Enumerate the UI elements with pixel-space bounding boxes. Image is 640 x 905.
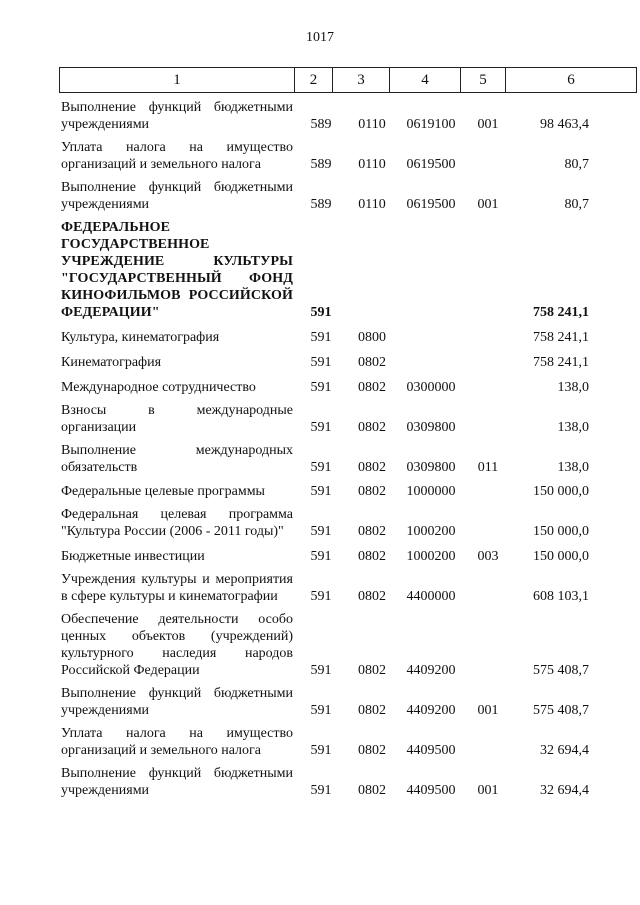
row-name: Выполнение международных обязательств [61, 443, 293, 475]
row-name: Взносы в международные организации [61, 403, 293, 435]
row-name: Международное сотрудничество [61, 380, 256, 395]
row-code-4: 0619500 [406, 197, 456, 212]
row-code-2: 589 [310, 157, 332, 172]
row-amount: 575 408,7 [533, 663, 589, 678]
row-name: Кинематография [61, 355, 162, 370]
row-name: Культура, кинематография [61, 330, 220, 345]
row-amount: 32 694,4 [540, 743, 589, 758]
row-code-2: 591 [310, 420, 332, 435]
row-code-2: 589 [310, 197, 332, 212]
row-code-2: 591 [310, 589, 332, 604]
row-code-4: 1000200 [406, 549, 456, 564]
row-name: Выполнение функций бюджетными учреждениями [61, 686, 293, 718]
row-name: Выполнение функций бюджетными учреждениями [61, 766, 293, 798]
row-amount: 150 000,0 [533, 549, 589, 564]
row-code-3: 0110 [358, 197, 386, 212]
row-name: Выполнение функций бюджетными учреждениями [61, 100, 293, 132]
row-code-3: 0802 [358, 460, 386, 475]
row-code-2: 591 [310, 703, 332, 718]
row-name: ФЕДЕРАЛЬНОЕ ГОСУДАРСТВЕННОЕ УЧРЕЖДЕНИЕ КУЛЬТУРЫ "ГОСУДАРСТВЕННЫЙ ФОНД КИНОФИЛЬМОВ РОССИЙСКОЙ ФЕДЕРАЦИИ" [61, 220, 293, 320]
row-amount: 758 241,1 [533, 355, 589, 370]
row-code-3: 0802 [358, 663, 386, 678]
row-amount: 80,7 [564, 197, 589, 212]
row-amount: 138,0 [557, 460, 589, 475]
row-code-5: 001 [477, 703, 499, 718]
row-amount: 80,7 [564, 157, 589, 172]
table-row [59, 571, 589, 605]
row-name: Уплата налога на имущество организаций и земельного налога [61, 140, 293, 172]
row-code-4: 0309800 [406, 460, 456, 475]
row-amount: 98 463,4 [540, 117, 589, 132]
row-code-2: 591 [310, 549, 332, 564]
header-col-4: 4 [390, 68, 461, 93]
row-code-5: 001 [477, 117, 499, 132]
row-amount: 758 241,1 [533, 330, 589, 345]
table-row [59, 402, 589, 436]
row-code-5: 001 [477, 783, 499, 798]
row-code-4: 0619500 [406, 157, 456, 172]
table-row [59, 725, 589, 759]
row-code-5: 003 [477, 549, 499, 564]
row-amount: 575 408,7 [533, 703, 589, 718]
table-row [59, 99, 589, 133]
row-code-3: 0802 [358, 484, 386, 499]
row-code-2: 591 [310, 663, 332, 678]
table-row [59, 442, 589, 476]
row-code-2: 591 [310, 484, 332, 499]
row-name: Учреждения культуры и мероприятия в сфере культуры и кинематографии [61, 572, 293, 604]
row-code-3: 0802 [358, 355, 386, 370]
row-code-5: 011 [477, 460, 499, 475]
row-code-2: 591 [310, 460, 332, 475]
row-name: Федеральная целевая программа "Культура России (2006 - 2011 годы)" [61, 507, 293, 539]
row-code-3: 0802 [358, 380, 386, 395]
row-amount: 608 103,1 [533, 589, 589, 604]
row-code-4: 4400000 [406, 589, 456, 604]
row-code-3: 0800 [358, 330, 386, 345]
row-code-4: 0309800 [406, 420, 456, 435]
row-code-3: 0802 [358, 783, 386, 798]
row-code-3: 0802 [358, 524, 386, 539]
row-code-3: 0802 [358, 743, 386, 758]
row-code-3: 0802 [358, 703, 386, 718]
budget-table-body [59, 94, 589, 799]
row-name: Выполнение функций бюджетными учреждениями [61, 180, 293, 212]
row-amount: 32 694,4 [540, 783, 589, 798]
row-code-2: 591 [310, 330, 332, 345]
column-header-table [59, 67, 637, 93]
row-code-5: 001 [477, 197, 499, 212]
row-code-2: 589 [310, 117, 332, 132]
header-col-1: 1 [60, 68, 295, 93]
row-amount: 150 000,0 [533, 524, 589, 539]
row-code-2: 591 [310, 355, 332, 370]
row-code-3: 0802 [358, 549, 386, 564]
header-col-5: 5 [461, 68, 506, 93]
row-name: Бюджетные инвестиции [61, 549, 205, 564]
row-code-4: 4409200 [406, 663, 456, 678]
table-row [59, 506, 589, 540]
row-code-2: 591 [310, 743, 332, 758]
header-col-6: 6 [506, 68, 637, 93]
row-code-2: 591 [310, 524, 332, 539]
table-row [59, 548, 589, 565]
row-code-4: 0619100 [406, 117, 456, 132]
table-row [59, 483, 589, 500]
row-code-3: 0110 [358, 157, 386, 172]
row-code-3: 0802 [358, 589, 386, 604]
table-row [59, 354, 589, 371]
row-amount: 138,0 [557, 380, 589, 395]
row-amount: 150 000,0 [533, 484, 589, 499]
row-name: Федеральные целевые программы [61, 484, 265, 499]
table-row [59, 611, 589, 679]
row-code-3: 0110 [358, 117, 386, 132]
row-code-2: 591 [310, 380, 332, 395]
row-code-2: 591 [310, 783, 332, 798]
header-col-3: 3 [333, 68, 390, 93]
row-code-4: 0300000 [406, 380, 456, 395]
row-amount: 758 241,1 [533, 305, 589, 320]
page-number: 1017 [306, 30, 334, 45]
row-code-3: 0802 [358, 420, 386, 435]
row-code-4: 1000000 [406, 484, 456, 499]
row-name: Уплата налога на имущество организаций и земельного налога [61, 726, 293, 758]
row-name: Обеспечение деятельности особо ценных объектов (учреждений) культурного наследия народов Российской Федерации [61, 612, 293, 678]
row-code-2: 591 [310, 305, 332, 320]
table-row [59, 765, 589, 799]
table-row [59, 685, 589, 719]
table-row [59, 179, 589, 213]
row-code-4: 4409500 [406, 743, 456, 758]
table-row [59, 139, 589, 173]
row-code-4: 4409200 [406, 703, 456, 718]
table-row [59, 379, 589, 396]
table-row [59, 329, 589, 346]
header-col-2: 2 [295, 68, 333, 93]
row-code-4: 1000200 [406, 524, 456, 539]
row-code-4: 4409500 [406, 783, 456, 798]
row-amount: 138,0 [557, 420, 589, 435]
table-row-section [59, 219, 589, 321]
